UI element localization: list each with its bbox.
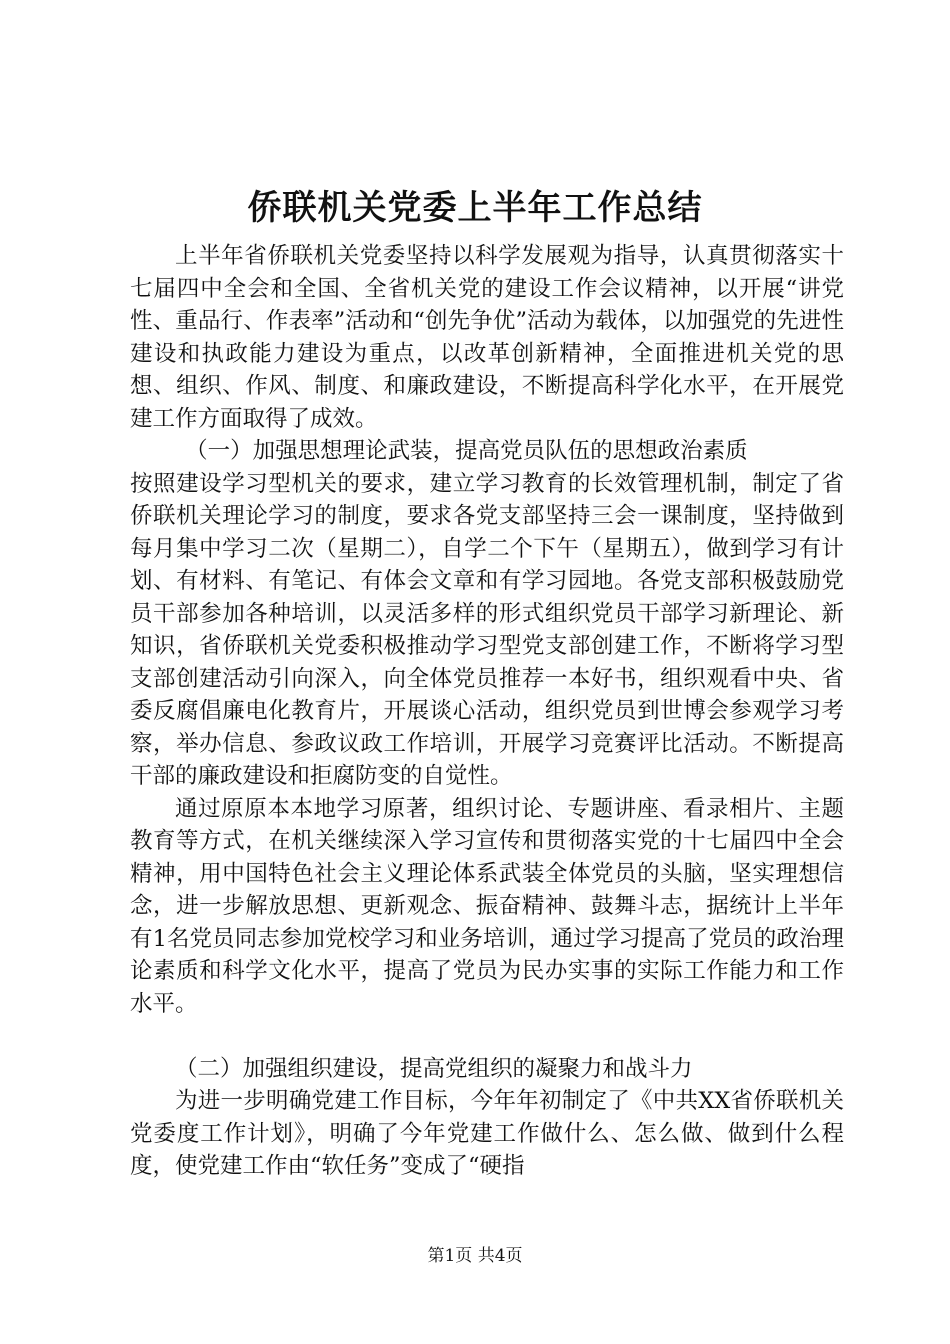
paragraph-work-plan: 为进一步明确党建工作目标，今年年初制定了《中共XX省侨联机关党委度工作计划》，明确了今年党建工作做什么、怎么做、做到什么程度，使党建工作由“软任务”变成了“硬指 xyxy=(130,1088,844,1179)
paragraph-study-system: 按照建设学习型机关的要求，建立学习教育的长效管理机制，制定了省侨联机关理论学习的制度，要求各党支部坚持三会一课制度，坚持做到每月集中学习二次（星期二），自学二个下午（星期五），做到学习有计划、有材料、有笔记、有体会文章和有学习园地。各党支部积极鼓励党员干部参加各种培训，以灵活多样的形式组织党员干部学习新理论、新知识，省侨联机关党委积极推动学习型党支部创建工作，不断将学习型支部创建活动引向深入，向全体党员推荐一本好书，组织观看中央、省委反腐倡廉电化教育片，开展谈心活动，组织党员到世博会参观学习考察，举办信息、参政议政工作培训，开展学习竞赛评比活动。不断提高干部的廉政建设和拒腐防变的自觉性。 xyxy=(130,470,844,789)
document-title: 侨联机关党委上半年工作总结 xyxy=(247,188,703,228)
paragraph-study-methods: 通过原原本本地学习原著，组织讨论、专题讲座、看录相片、主题教育等方式，在机关继续深入学习宣传和贯彻落实党的十七届四中全会精神，用中国特色社会主义理论体系武装全体党员的头脑，坚实理想信念，进一步解放思想、更新观念、振奋精神、鼓舞斗志，据统计上半年有1名党员同志参加党校学习和业务培训，通过学习提高了党员的政治理论素质和科学文化水平，提高了党员为民办实事的实际工作能力和工作水平。 xyxy=(130,795,844,1017)
section-heading-2: （二）加强组织建设，提高党组织的凝聚力和战斗力 xyxy=(175,1055,693,1082)
document-body xyxy=(130,240,844,1183)
page-number-footer: 第1页 共4页 xyxy=(427,1246,523,1266)
section-heading-1: （一）加强思想理论武装，提高党员队伍的思想政治素质 xyxy=(185,438,748,464)
paragraph-intro: 上半年省侨联机关党委坚持以科学发展观为指导，认真贯彻落实十七届四中全会和全国、全省机关党的建设工作会议精神，以开展“讲党性、重品行、作表率”活动和“创先争优”活动为载体，以加强党的先进性建设和执政能力建设为重点，以改革创新精神，全面推进机关党的思想、组织、作风、制度、和廉政建设，不断提高科学化水平，在开展党建工作方面取得了成效。 xyxy=(130,243,844,432)
paragraph-spacer xyxy=(130,1020,844,1053)
